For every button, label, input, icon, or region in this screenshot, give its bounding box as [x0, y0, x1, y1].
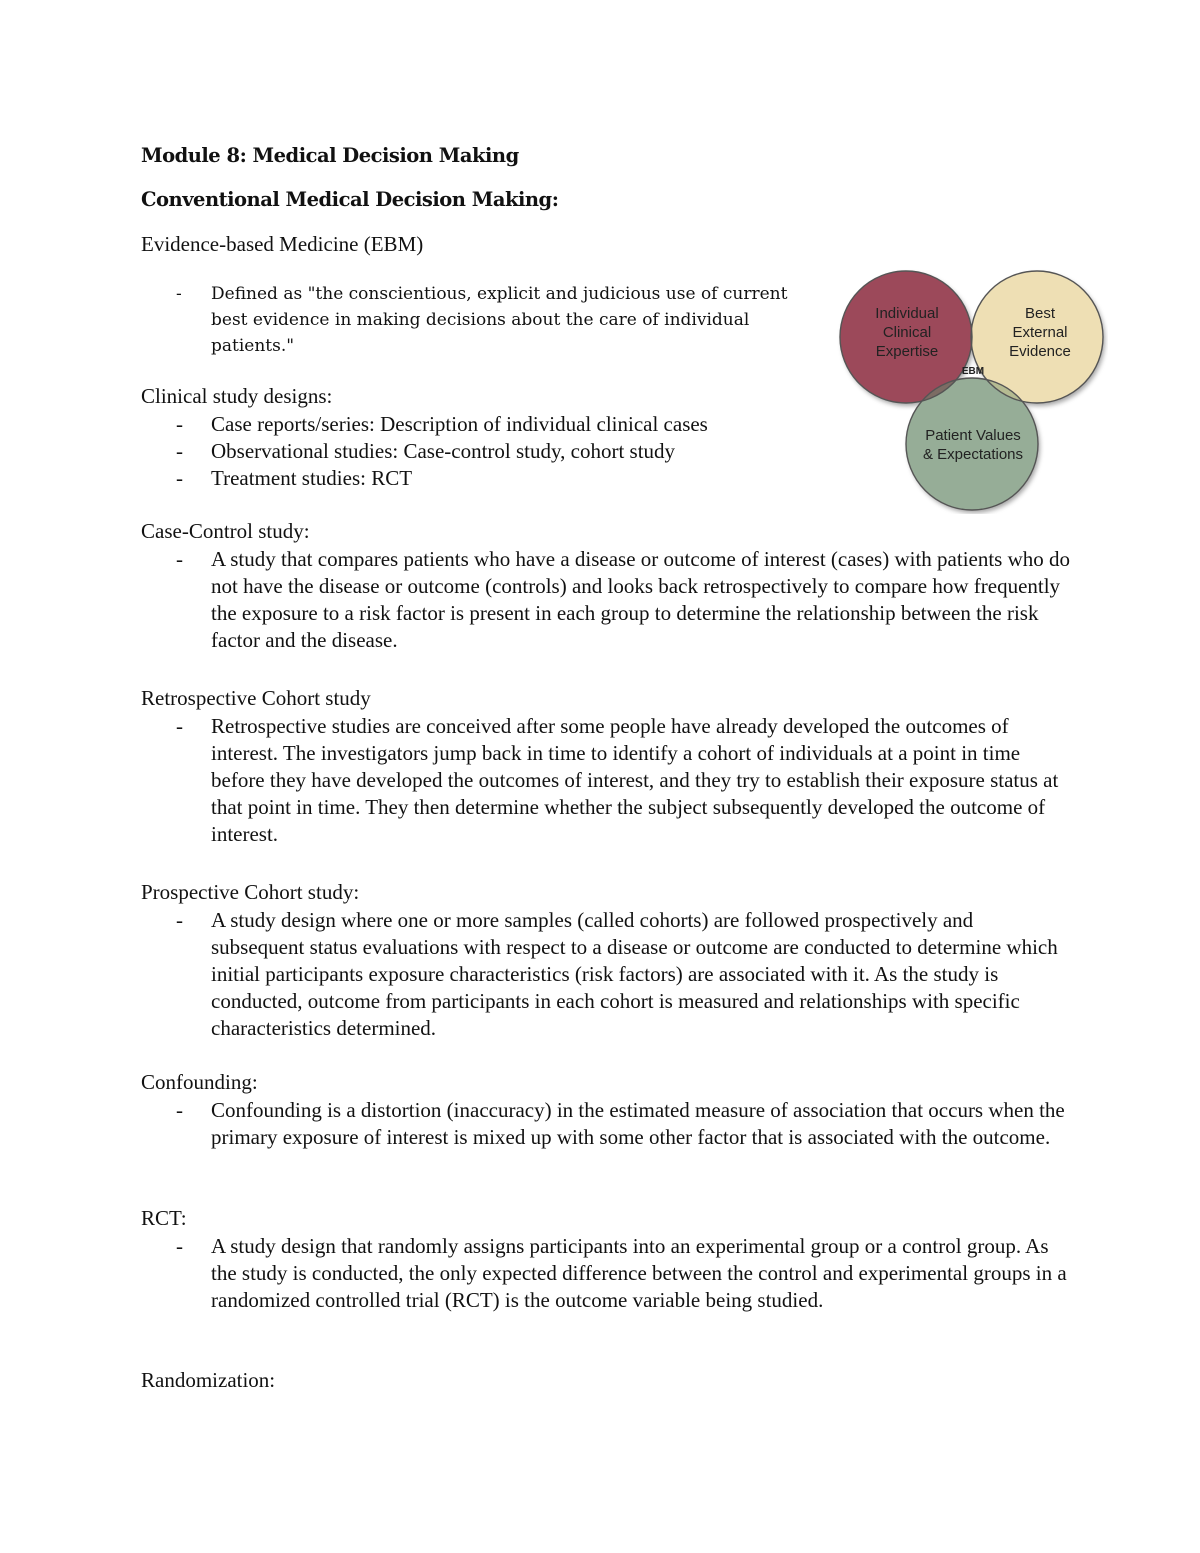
label-evidence: Evidence: [1009, 343, 1071, 360]
bullet-dash: -: [176, 547, 183, 571]
bullet-dash: -: [176, 439, 183, 463]
label-expertise: Expertise: [875, 343, 939, 360]
list-item-text: Defined as "the conscientious, explicit and judicious use of current best evidence in making decisions about the care of individual patients.": [211, 284, 788, 356]
section-subtitle: Conventional Medical Decision Making:: [141, 188, 559, 211]
label-clinical: Clinical: [882, 324, 932, 341]
bullet-dash: -: [176, 908, 183, 932]
heading-rct: RCT:: [141, 1206, 187, 1230]
list-item-text: Treatment studies: RCT: [211, 466, 413, 490]
document-title: Module 8: Medical Decision Making: [141, 144, 519, 167]
list-item-text: Confounding is a distortion (inaccuracy) in the estimated measure of association that occurs when the primary exposure of interest is mixed up with some other factor that is associated with the outcome.: [211, 1098, 1065, 1149]
bullet-dash: -: [176, 714, 183, 738]
list-item-text: Case reports/series: Description of individual clinical cases: [211, 412, 708, 436]
label-best: Best: [1024, 305, 1056, 322]
heading-ebm: Evidence-based Medicine (EBM): [141, 232, 424, 256]
heading-randomization: Randomization:: [141, 1368, 276, 1392]
bullet-dash: -: [176, 412, 183, 436]
list-item-text: Retrospective studies are conceived after some people have already developed the outcomes of interest. The investigators jump back in time to identify a cohort of individuals at a point in time before they have developed the outcomes of interest, and they try to establish their exposure status at that point in time. They then determine whether the subject subsequently developed the outcome of interest.: [211, 714, 1059, 846]
list-item-text: A study design that randomly assigns participants into an experimental group or a control group. As the study is conducted, the only expected difference between the control and experimental groups in a randomized controlled trial (RCT) is the outcome variable being studied.: [211, 1234, 1067, 1312]
bullet-dash: -: [176, 1234, 183, 1258]
heading-confounding: Confounding:: [141, 1070, 258, 1094]
label-ebm: EBM: [961, 366, 985, 377]
bullet-dash: -: [176, 466, 183, 490]
heading-case-control: Case-Control study:: [141, 519, 310, 543]
heading-retrospective-cohort: Retrospective Cohort study: [141, 686, 371, 710]
list-item-text: A study that compares patients who have a disease or outcome of interest (cases) with patients who do not have the disease or outcome (controls) and looks back retrospectively to compare how frequently the exposure to a risk factor is present in each group to determine the relationship between the risk factor and the disease.: [211, 547, 1071, 652]
label-expectations: & Expectations: [922, 446, 1024, 463]
heading-prospective-cohort: Prospective Cohort study:: [141, 880, 360, 904]
label-patient-values: Patient Values: [925, 427, 1021, 444]
label-individual: Individual: [875, 305, 939, 322]
label-external: External: [1012, 324, 1068, 341]
ebm-venn-diagram: [836, 262, 1108, 514]
list-item-text: Observational studies: Case-control study, cohort study: [211, 439, 676, 463]
bullet-dash: -: [176, 1098, 183, 1122]
list-item-text: A study design where one or more samples (called cohorts) are followed prospectively and subsequent status evaluations with respect to a disease or outcome are conducted to determine which initial participants exposure characteristics (risk factors) are associated with it. As the study is conducted, outcome from participants in each cohort is measured and relationships with specific characteristics determined.: [211, 908, 1058, 1040]
bullet-dash: -: [176, 284, 182, 304]
heading-clinical-study-designs: Clinical study designs:: [141, 384, 333, 408]
